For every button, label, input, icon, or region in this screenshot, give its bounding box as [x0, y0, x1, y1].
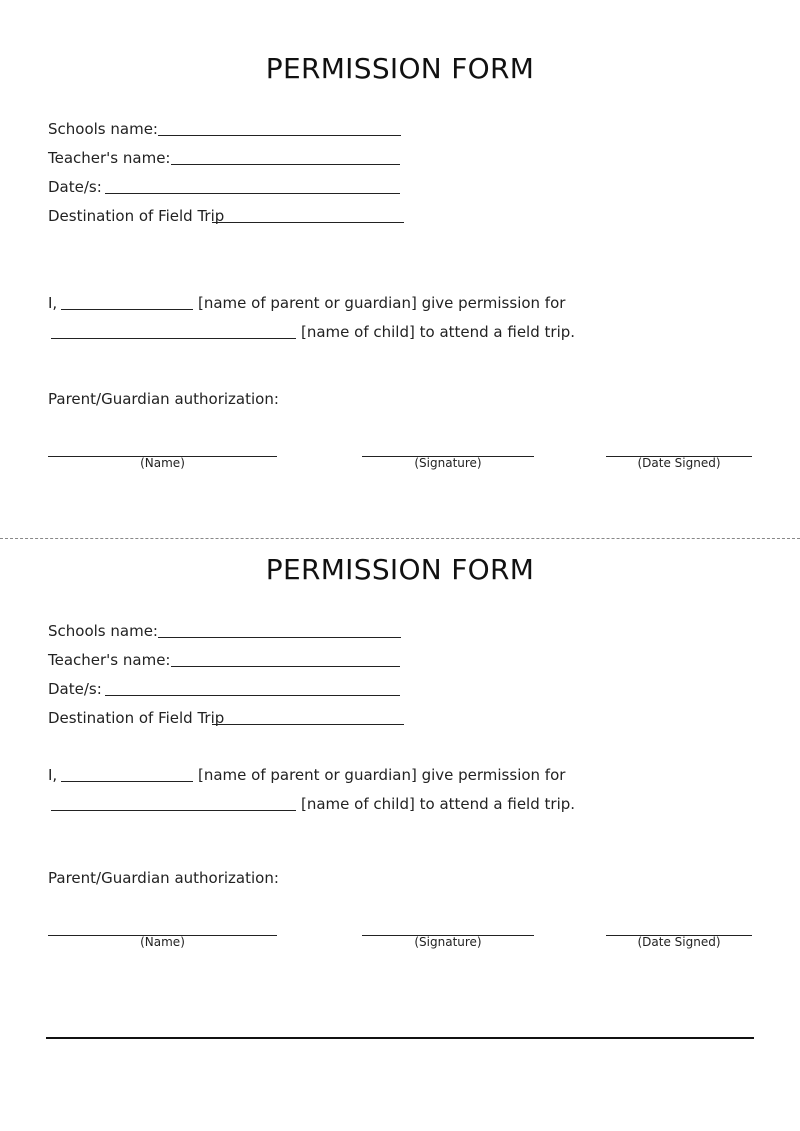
dates-field[interactable] [105, 695, 400, 696]
teacher-name-field[interactable] [171, 164, 400, 165]
footer-rule [46, 1037, 754, 1039]
consent-line2-text: [name of child] to attend a field trip. [301, 323, 576, 341]
teacher-name-label: Teacher's name: [48, 149, 171, 167]
date-signed-caption: (Date Signed) [637, 456, 721, 470]
school-name-field[interactable] [158, 637, 401, 638]
parent-name-field[interactable] [61, 309, 193, 310]
signature-caption: (Signature) [414, 935, 482, 949]
destination-field[interactable] [212, 222, 404, 223]
consent-line1-text: [name of parent or guardian] give permission for [198, 294, 566, 312]
school-name-label: Schools name: [48, 120, 158, 138]
school-name-field[interactable] [158, 135, 401, 136]
teacher-name-field[interactable] [171, 666, 400, 667]
parent-name-field[interactable] [61, 781, 193, 782]
signer-name-caption: (Name) [140, 456, 185, 470]
cut-line-divider [0, 538, 800, 539]
teacher-name-label: Teacher's name: [48, 651, 171, 669]
authorization-label: Parent/Guardian authorization: [48, 390, 279, 408]
consent-prefix: I, [48, 294, 58, 312]
form-title: PERMISSION FORM [265, 553, 535, 586]
consent-prefix: I, [48, 766, 58, 784]
authorization-label: Parent/Guardian authorization: [48, 869, 279, 887]
form-title: PERMISSION FORM [265, 52, 535, 85]
child-name-field[interactable] [51, 810, 296, 811]
dates-label: Date/s: [48, 680, 102, 698]
destination-label: Destination of Field Trip [48, 709, 225, 727]
child-name-field[interactable] [51, 338, 296, 339]
consent-line2-text: [name of child] to attend a field trip. [301, 795, 576, 813]
consent-line1-text: [name of parent or guardian] give permission for [198, 766, 566, 784]
date-signed-caption: (Date Signed) [637, 935, 721, 949]
destination-field[interactable] [212, 724, 404, 725]
signer-name-caption: (Name) [140, 935, 185, 949]
school-name-label: Schools name: [48, 622, 158, 640]
signature-caption: (Signature) [414, 456, 482, 470]
dates-label: Date/s: [48, 178, 102, 196]
dates-field[interactable] [105, 193, 400, 194]
destination-label: Destination of Field Trip [48, 207, 225, 225]
